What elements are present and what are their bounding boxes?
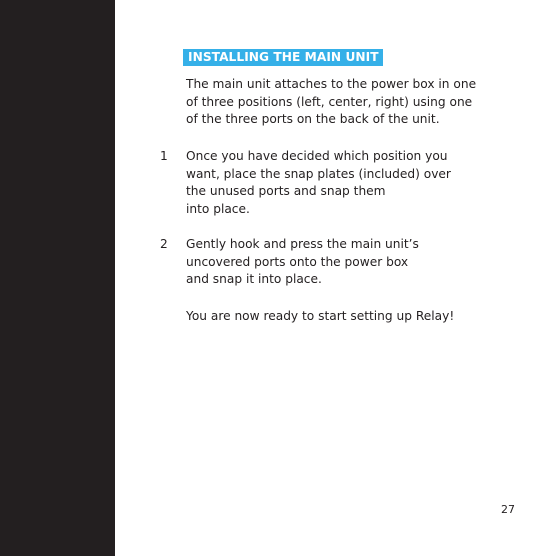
intro-paragraph: The main unit attaches to the power box in one of three positions (left, center, right) using one of the three ports on the back of the unit. [186,77,477,126]
page-number: 27 [501,503,515,516]
section-heading: INSTALLING THE MAIN UNIT [183,49,383,66]
step-text-1: Once you have decided which position you want, place the snap plates (included) over the unused ports and snap them into place. [186,149,451,216]
closing-paragraph: You are now ready to start setting up Relay! [186,309,455,323]
step-text-2: Gently hook and press the main unit’s uncovered ports onto the power box and snap it into place. [186,237,419,286]
step-number-1: 1 [160,149,168,163]
left-side-bar [0,0,115,556]
step-number-2: 2 [160,237,168,251]
